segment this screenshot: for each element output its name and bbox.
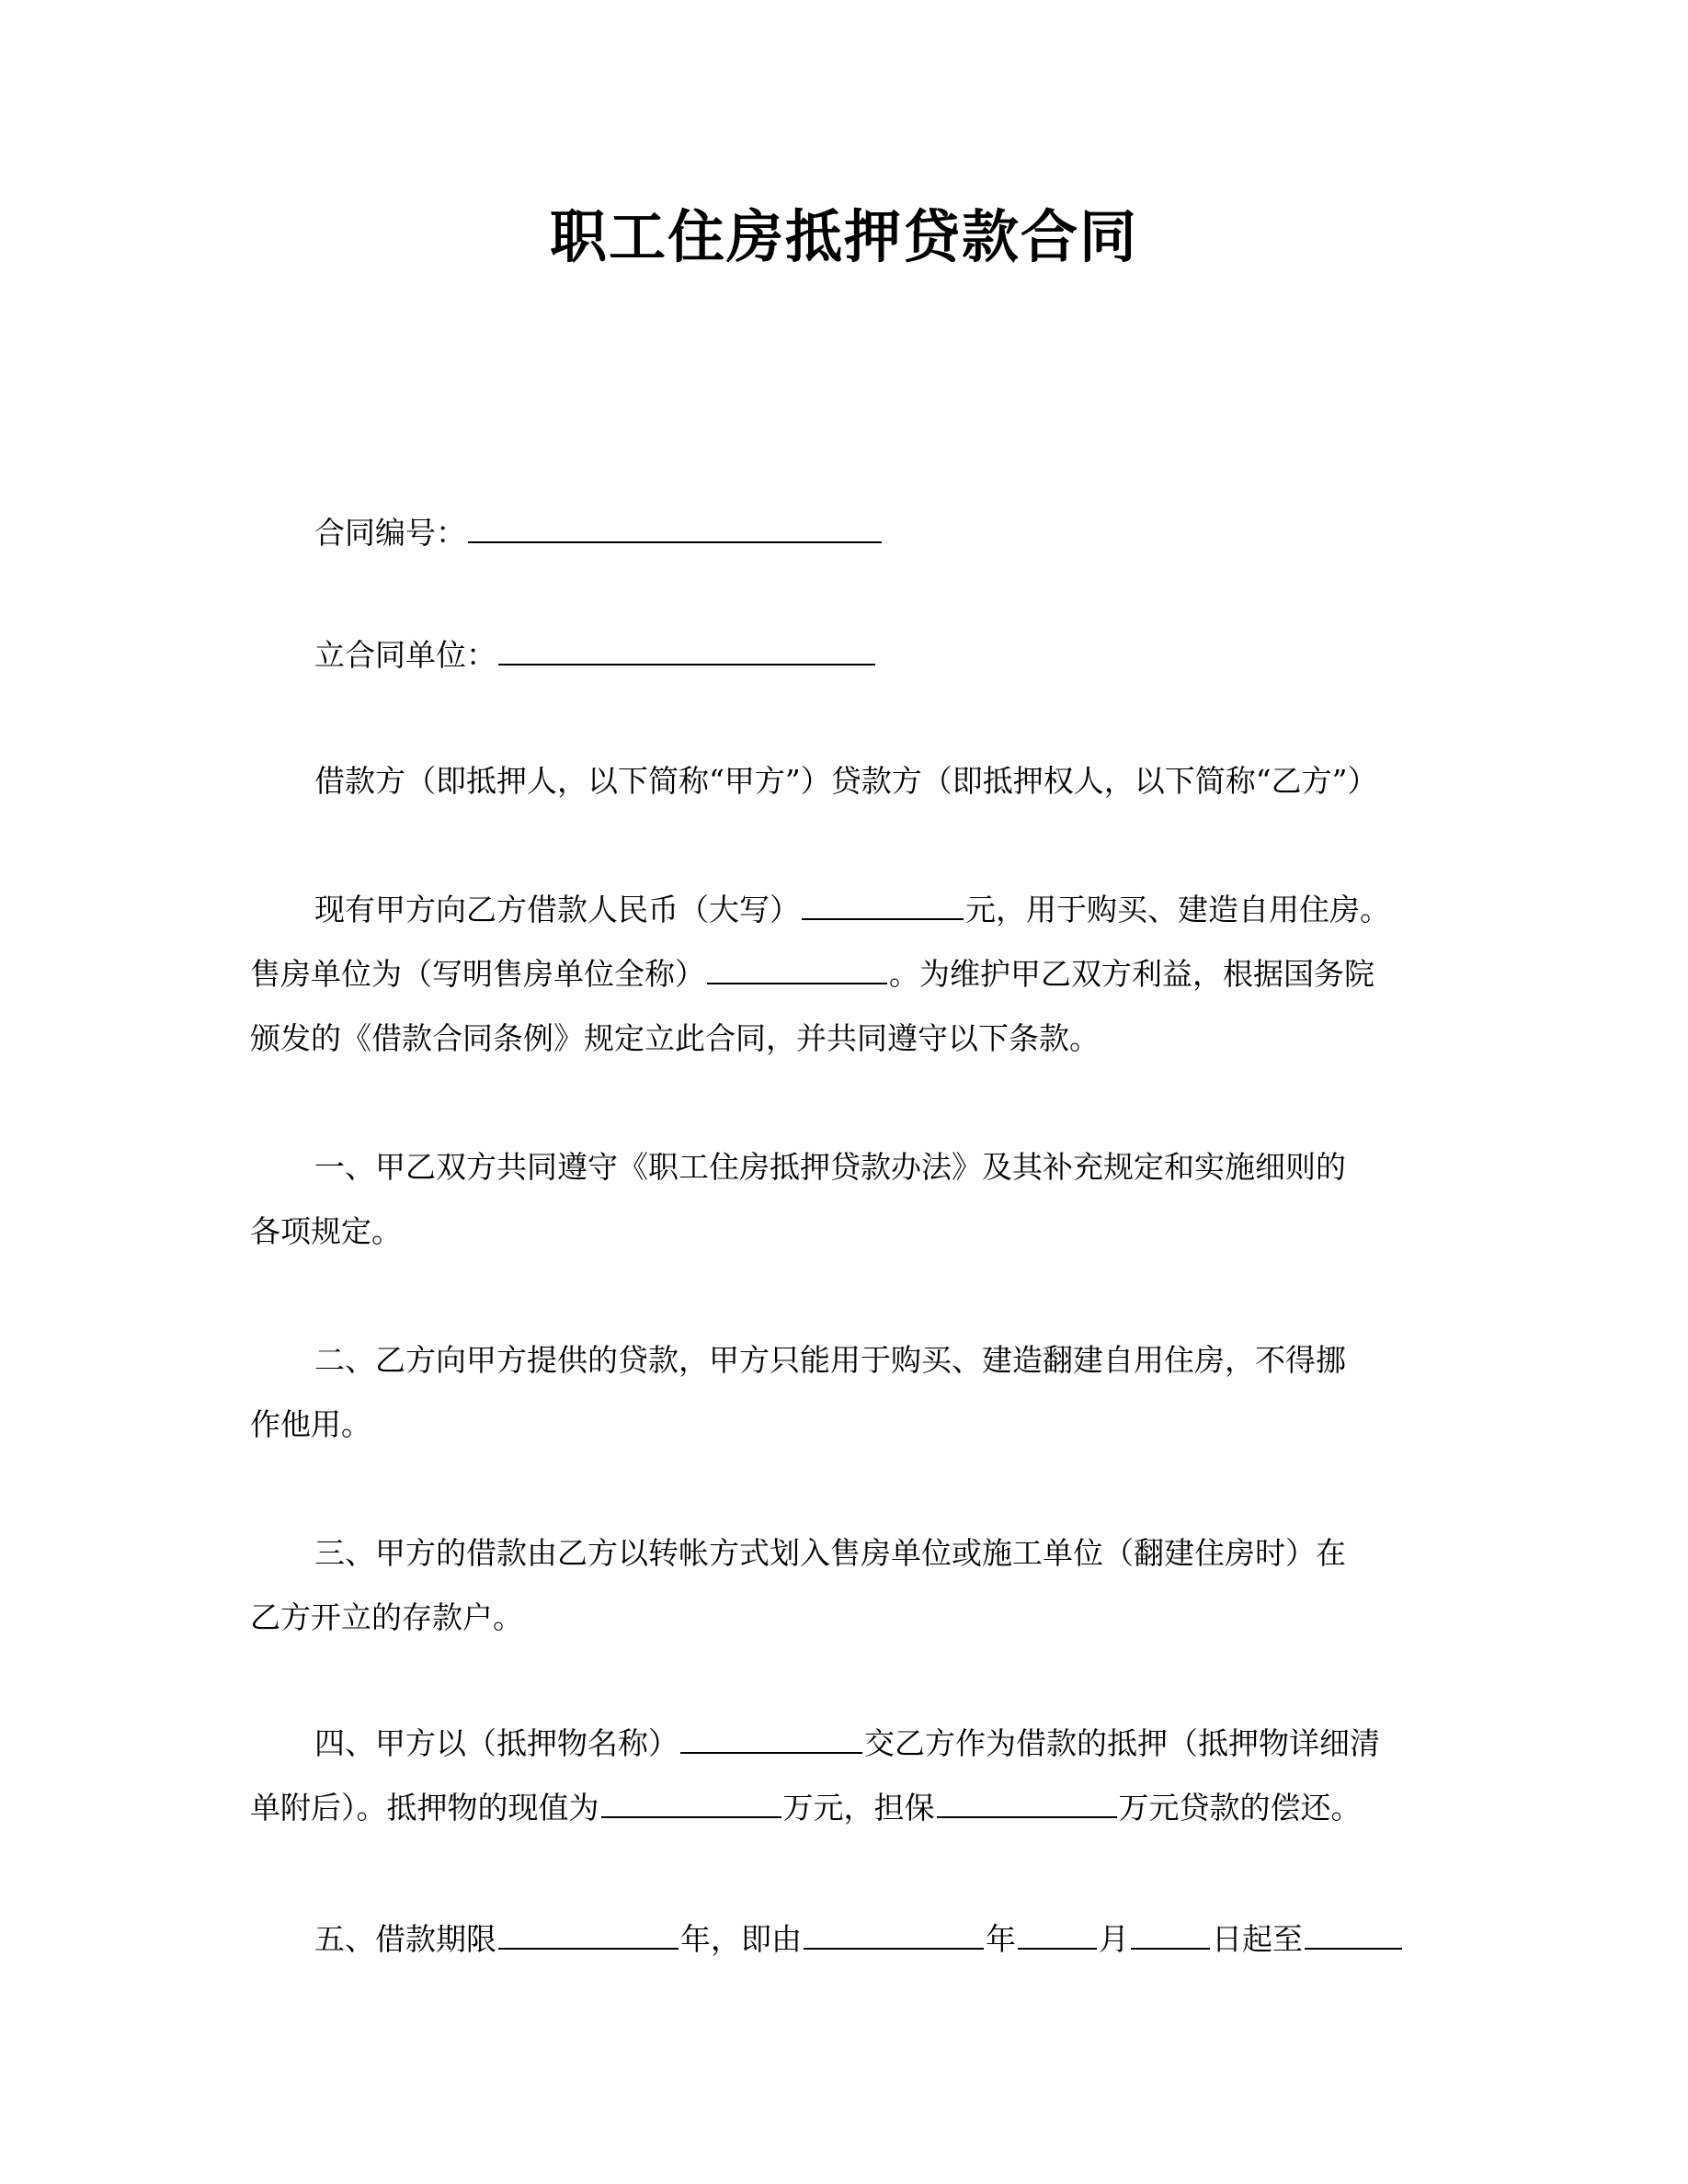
clause-4-text-2b: 万元，担保 [782,1790,935,1826]
clause-1 [250,1135,1438,1264]
clause-5-text-d: 月 [1099,1921,1129,1957]
clause-4-text-2c: 万元贷款的偿还。 [1118,1790,1362,1826]
clause-2 [250,1328,1438,1457]
end-date-blank [1305,1916,1402,1950]
clause-5-line-1 [250,1907,1438,1972]
intro-text-1b: 元，用于购买、建造自用住房。 [965,892,1390,927]
collateral-name-blank [680,1720,862,1754]
intro-text-2b: 。为维护甲乙双方利益，根据国务院 [889,956,1374,992]
intro-line-1 [250,878,1438,942]
clause-5-text-a: 五、借款期限 [314,1921,496,1957]
clause-5-text-b: 年，即由 [680,1921,802,1957]
intro-text-2a: 售房单位为（写明售房单位全称） [250,956,705,992]
party-unit-line [250,623,1438,688]
clause-3-line-2: 乙方开立的存款户。 [250,1599,523,1635]
parties-line: 借款方（即抵押人，以下简称“甲方”）贷款方（即抵押权人，以下简称“乙方”） [314,763,1378,799]
intro-text-1a: 现有甲方向乙方借款人民币（大写） [314,892,800,927]
clause-5 [250,1907,1438,1972]
clause-5-text-e: 日起至 [1212,1921,1303,1957]
clause-4-line-2 [250,1776,1438,1840]
seller-name-blank [707,950,887,984]
clause-4-text-1a: 四、甲方以（抵押物名称） [314,1725,679,1761]
start-month-blank [1018,1916,1097,1950]
loan-term-blank [498,1916,679,1950]
party-unit-field [250,623,1438,688]
collateral-value-blank [601,1784,781,1818]
start-year-blank [804,1916,984,1950]
clause-4 [250,1712,1438,1840]
intro-line-2 [250,942,1438,1007]
contract-number-field [250,501,1438,565]
contract-number-line [250,501,1438,565]
document-title: 职工住房抵押贷款合同 [549,203,1138,270]
clause-2-line-2: 作他用。 [250,1406,371,1442]
party-unit-label: 立合同单位： [314,637,496,673]
intro-paragraph [250,878,1438,1071]
contract-number-blank [468,509,882,543]
clause-3-line-1: 三、甲方的借款由乙方以转帐方式划入售房单位或施工单位（翻建住房时）在 [314,1535,1346,1571]
parties-paragraph [250,749,1438,813]
clause-2-line-1: 二、乙方向甲方提供的贷款，甲方只能用于购买、建造翻建自用住房，不得挪 [314,1342,1346,1378]
guaranteed-amount-blank [937,1784,1117,1818]
clause-3 [250,1521,1438,1650]
clause-5-text-c: 年 [986,1921,1016,1957]
clause-4-line-1 [250,1712,1438,1776]
clause-4-text-2a: 单附后）。抵押物的现值为 [250,1790,599,1826]
party-unit-blank [498,631,875,665]
intro-line-3: 颁发的《借款合同条例》规定立此合同，并共同遵守以下条款。 [250,1020,1100,1056]
clause-1-line-2: 各项规定。 [250,1213,402,1249]
contract-number-label: 合同编号： [314,515,466,551]
start-day-blank [1131,1916,1210,1950]
clause-1-line-1: 一、甲乙双方共同遵守《职工住房抵押贷款办法》及其补充规定和实施细则的 [314,1149,1346,1185]
clause-4-text-1b: 交乙方作为借款的抵押（抵押物详细清 [864,1725,1380,1761]
loan-amount-blank [802,886,964,920]
